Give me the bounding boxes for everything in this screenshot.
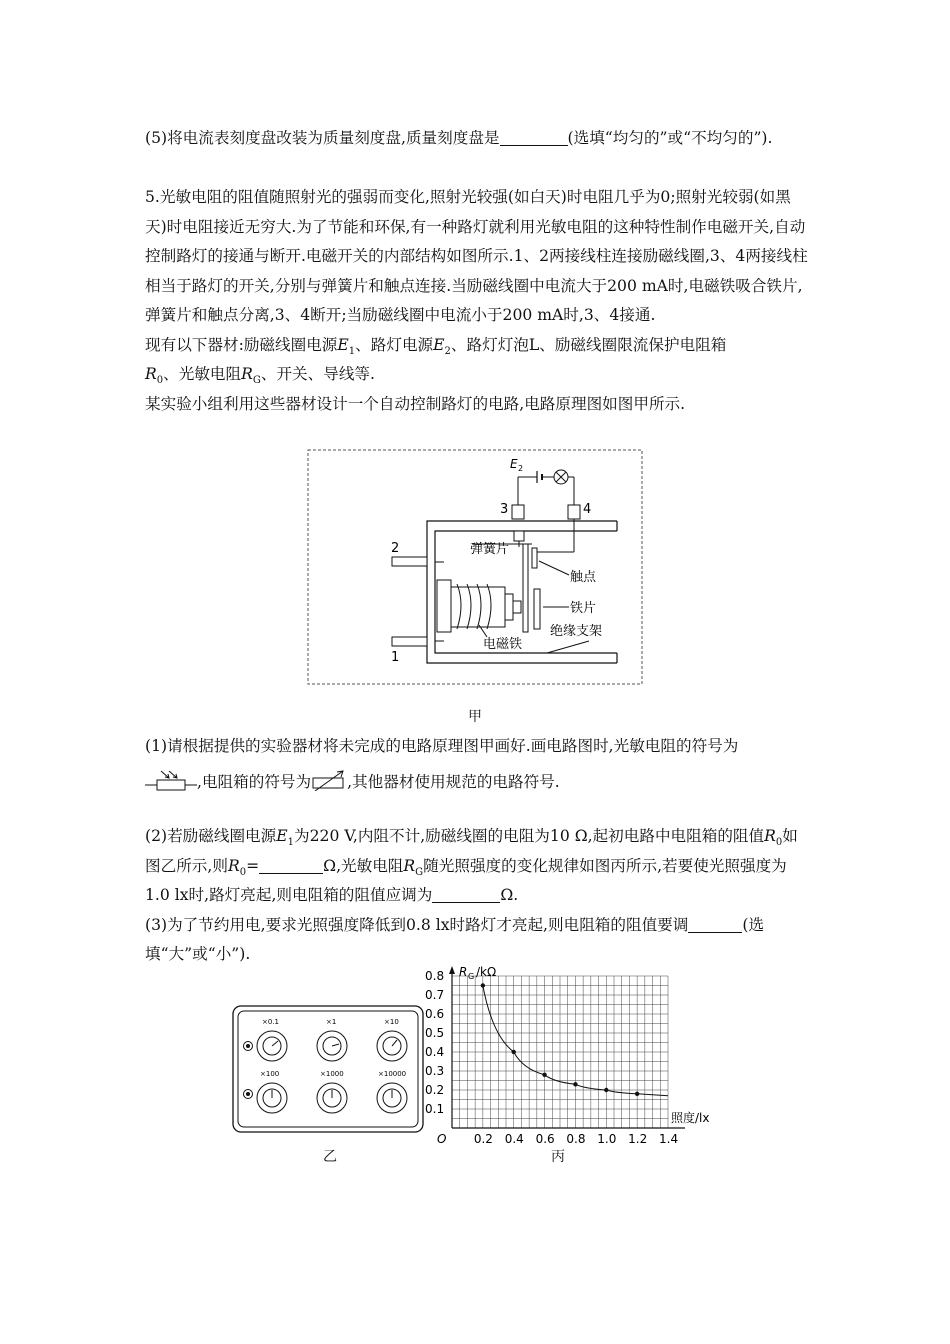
x-tick-label: 0.2 xyxy=(473,1132,493,1146)
x-tick-label: 1.2 xyxy=(628,1132,648,1146)
svg-text:×1000: ×1000 xyxy=(320,1070,344,1078)
sub-question-3: (3)为了节约用电,要求光照强度降低到0.8 lx时路灯才亮起,则电阻箱的阻值要调 (选填“大”或“小”). xyxy=(145,915,765,963)
data-point xyxy=(604,1088,608,1092)
y-tick-label: 0.3 xyxy=(425,1064,445,1078)
figure-yi-caption: 乙 xyxy=(323,1149,337,1165)
figure-jia-caption: 甲 xyxy=(468,709,482,725)
spring-plate-label: 弹簧片 xyxy=(470,542,510,557)
x-tick-label: 0.8 xyxy=(566,1132,586,1146)
svg-text:×1: ×1 xyxy=(326,1018,337,1026)
data-point xyxy=(635,1092,639,1096)
dial-x1000[interactable] xyxy=(317,1070,347,1113)
x-tick-label: 0.4 xyxy=(504,1132,524,1146)
data-point xyxy=(542,1073,546,1077)
resistor-box-symbol-icon xyxy=(311,769,347,791)
y-tick-label: 0.7 xyxy=(425,988,445,1002)
data-point xyxy=(573,1082,577,1086)
y-tick-label: 0.2 xyxy=(425,1083,445,1097)
figure-yi xyxy=(232,1005,424,1133)
svg-text:×100: ×100 xyxy=(260,1070,280,1078)
origin-label: O xyxy=(437,1132,447,1146)
y-tick-label: 0.1 xyxy=(425,1102,445,1116)
y-tick-label: 0.6 xyxy=(425,1007,445,1021)
dial-x10000[interactable] xyxy=(377,1070,407,1113)
answer-blank-adjust[interactable] xyxy=(688,916,742,933)
figure-jia xyxy=(307,449,643,685)
question-5-design: 某实验小组利用这些器材设计一个自动控制路灯的电路,电路原理图如图甲所示. xyxy=(145,394,686,413)
iron-plate-label: 铁片 xyxy=(570,601,597,616)
rg-illuminance-chart xyxy=(425,962,745,1152)
y-tick-label: 0.8 xyxy=(425,969,445,983)
insulating-bracket-label: 绝缘支架 xyxy=(550,624,603,639)
answer-blank-r0[interactable] xyxy=(259,857,323,874)
electromagnetic-switch-diagram xyxy=(307,449,643,685)
electromagnet-label: 电磁铁 xyxy=(483,637,523,652)
svg-text:2: 2 xyxy=(518,464,524,473)
terminal-4-label: 4 xyxy=(583,502,592,517)
terminal-3-label: 3 xyxy=(500,502,509,517)
svg-text:G: G xyxy=(468,972,475,981)
contact-label: 触点 xyxy=(570,570,597,585)
label-e2: E xyxy=(510,457,518,471)
figure-bing xyxy=(425,962,745,1152)
answer-blank-resistance[interactable] xyxy=(432,886,500,903)
resistance-box-diagram xyxy=(232,1005,424,1133)
sub-question-2: (2)若励磁线圈电源$E_1$为220 V,内阻不计,励磁线圈的电阻为10 Ω,起初电路中电阻箱的阻值$R_0$如图乙所示,则$R_0= \Omega$,光敏电阻$R_G$随光照强度的变化规律如图丙所示,若要使光照强度为1.0 lx时,路灯亮起,则电阻箱的阻值应调为 Ω. (3)为了节约用电,要求光照强度降低到0.8 lx时路灯才亮起,则电阻箱的阻值要调 (选填“大”或“小”). xyxy=(145,822,810,970)
svg-text:×10: ×10 xyxy=(384,1018,399,1026)
answer-blank[interactable] xyxy=(500,129,568,146)
terminal-1-label: 1 xyxy=(391,650,400,665)
x-tick-label: 1.0 xyxy=(597,1132,617,1146)
x-tick-label: 0.6 xyxy=(535,1132,555,1146)
photoresistor-symbol-icon xyxy=(145,769,197,791)
svg-text:/kΩ: /kΩ xyxy=(476,965,497,979)
sub-question-1: (1)请根据提供的实验器材将未完成的电路原理图甲画好.画电路图时,光敏电阻的符号为 ,电阻箱的符号为 ,其他器材使用规范的电路符号. xyxy=(145,737,739,791)
data-point xyxy=(512,1050,516,1054)
y-axis-label: R xyxy=(459,965,468,979)
data-point xyxy=(481,983,485,987)
y-tick-label: 0.4 xyxy=(425,1045,445,1059)
svg-text:×0.1: ×0.1 xyxy=(262,1018,279,1026)
question-5 xyxy=(145,183,810,419)
svg-text:×10000: ×10000 xyxy=(378,1070,407,1078)
x-axis-label: 照度/lx xyxy=(671,1111,710,1125)
question-5-intro: 5.光敏电阻的阻值随照射光的强弱而变化,照射光较强(如白天)时电阻几乎为0;照射光较弱(如黑天)时电阻接近无穷大.为了节能和环保,有一种路灯就利用光敏电阻的这种特性制作电磁开关,自动控制路灯的接通与断开.电磁开关的内部结构如图所示.1、2两接线柱连接励磁线圈,3、4两接线柱相当于路灯的开关,分别与弹簧片和触点连接.当励磁线圈中电流大于200 mA时,电磁铁吸合铁片,弹簧片和触点分离,3、4断开;当励磁线圈中电流小于200 mA时,3、4接通. xyxy=(145,188,808,324)
figure-bing-caption: 丙 xyxy=(551,1149,565,1165)
question-5-materials: 现有以下器材:励磁线圈电源$E_1$、路灯电源$E_2$、路灯灯泡L、励磁线圈限流保护电阻箱 $R_0$、光敏电阻$R_G$、开关、导线等. xyxy=(145,335,727,387)
terminal-2-label: 2 xyxy=(391,541,400,556)
x-tick-label: 1.4 xyxy=(659,1132,679,1146)
y-tick-label: 0.5 xyxy=(425,1026,445,1040)
sub-question-5: (5)将电流表刻度盘改装为质量刻度盘,质量刻度盘是 (选填“均匀的”或“不均匀的”). xyxy=(145,129,773,147)
